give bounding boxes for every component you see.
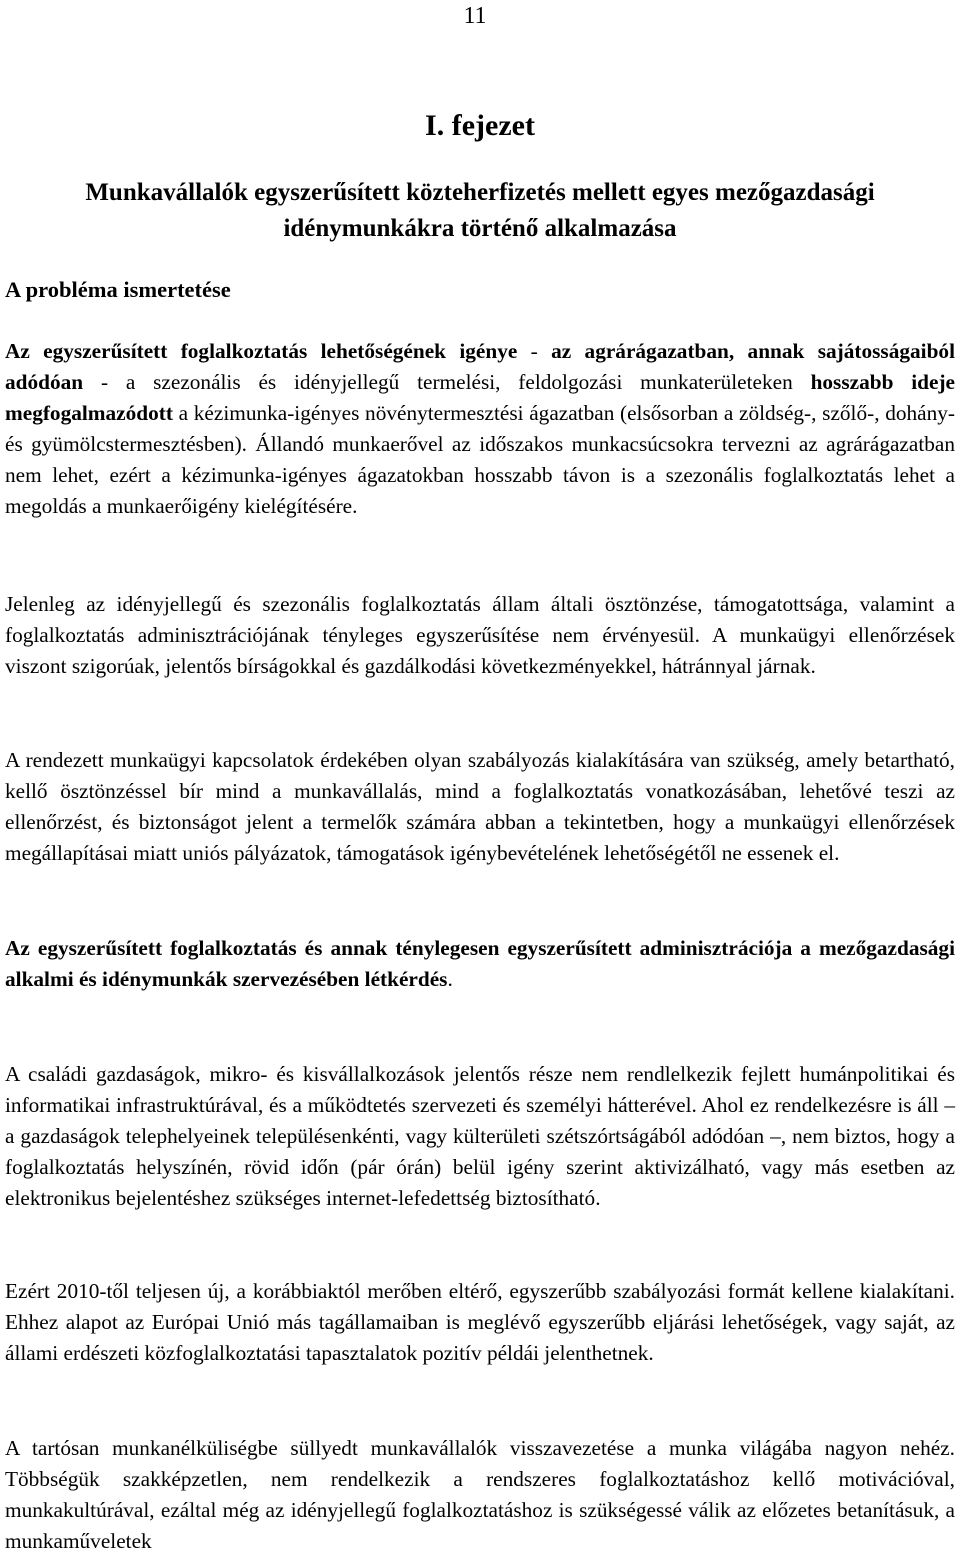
paragraph-3: A rendezett munkaügyi kapcsolatok érdekében olyan szabályozás kialakítására van szükség, amely betartható, kellő ösztönzéssel bír mind a munkavállalás, mind a foglalkoztatás vonatkozásában, lehetővé teszi az ellenőrzést, és biztonságot jelent a termelők számára abban a tekintetben, hogy a munkaügyi ellenőrzések megállapításai miatt uniós pályázatok, támogatások igénybevételének lehetőségétől ne essenek el.: [5, 748, 955, 865]
paragraph-1-bold-2: az agrárágazatban, annak sajátosságaiból adódóan: [5, 339, 955, 394]
paragraph-7: A tartósan munkanélküliségbe süllyedt munkavállalók visszavezetése a munka világába nagyon nehéz. Többségük szakképzetlen, nem rendelkezik a rendszeres foglalkoztatáshoz kellő motivációval, munkakultúrával, ezáltal még az idényjellegű foglalkoztatáshoz is szükségessé válik az előzetes betanításuk, a munkaműveletek: [5, 1436, 955, 1553]
paragraph-4: [5, 933, 955, 995]
paragraph-1: [5, 336, 955, 522]
title-line-2: idénymunkákra történő alkalmazása: [283, 215, 677, 242]
paragraph-1-bold-1: Az egyszerűsített foglalkoztatás lehetőségének igénye: [5, 339, 518, 363]
section-heading: A probléma ismertetése: [5, 277, 231, 302]
paragraph-2: Jelenleg az idényjellegű és szezonális foglalkoztatás állam általi ösztönzése, támogatottsága, valamint a foglalkoztatás adminisztrációjának tényleges egyszerűsítése nem érvényesül. A munkaügyi ellenőrzések viszont szigorúak, jelentős bírságokkal és gazdálkodási következményekkel, hátránnyal járnak.: [5, 592, 955, 678]
paragraph-6: Ezért 2010-től teljesen új, a korábbiaktól merőben eltérő, egyszerűbb szabályozási formát kellene kialakítani. Ehhez alapot az Európai Unió más tagállamaiban is meglévő egyszerűbb eljárási lehetőségek, vagy saját, az állami erdészeti közfoglalkoztatási tapasztalatok pozitív példái jelenthetnek.: [5, 1279, 955, 1365]
paragraph-1-bold-3: hosszabb ideje megfogalmazódott: [5, 370, 955, 425]
chapter-heading: I. fejezet: [425, 109, 535, 142]
document-title: [5, 175, 955, 247]
paragraph-4-text: .: [447, 967, 453, 991]
title-line-1: Munkavállalók egyszerűsített közteherfizetés mellett egyes mezőgazdasági: [85, 179, 875, 206]
paragraph-4-bold: Az egyszerűsített foglalkoztatás és annak ténylegesen egyszerűsített adminisztrációja a mezőgazdasági alkalmi és idénymunkák szervezésében létkérdés: [5, 936, 955, 991]
paragraph-1-text-1: -: [517, 339, 552, 363]
paragraph-1-text-3: a kézimunka-igényes növénytermesztési ágazatban (elsősorban a zöldség-, szőlő-, dohány- és gyümölcstermesztésben). Állandó munkaerővel az időszakos munkacsúcsokra tervezni az agrárágazatban nem lehet, ezért a kézimunka-igényes ágazatokban hosszabb távon is a szezonális foglalkoztatás lehet a megoldás a munkaerőigény kielégítésére.: [5, 401, 955, 518]
paragraph-5: A családi gazdaságok, mikro- és kisvállalkozások jelentős része nem rendlelkezik fejlett humánpolitikai és informatikai infrastruktúrával, és a működtetés szervezeti és személyi hátterével. Ahol ez rendelkezésre is áll – a gazdaságok telephelyeinek településenkénti, vagy külterületi szétszórtságából adódóan –, nem biztos, hogy a foglalkoztatás helyszínén, rövid időn (pár órán) belül igény szerint aktivizálható, vagy más esetben az elektronikus bejelentéshez szükséges internet-lefedettség biztosítható.: [5, 1062, 955, 1210]
page-number: 11: [463, 3, 487, 29]
paragraph-1-text-2: - a szezonális és idényjellegű termelési, feldolgozási munkaterületeken: [83, 370, 811, 394]
